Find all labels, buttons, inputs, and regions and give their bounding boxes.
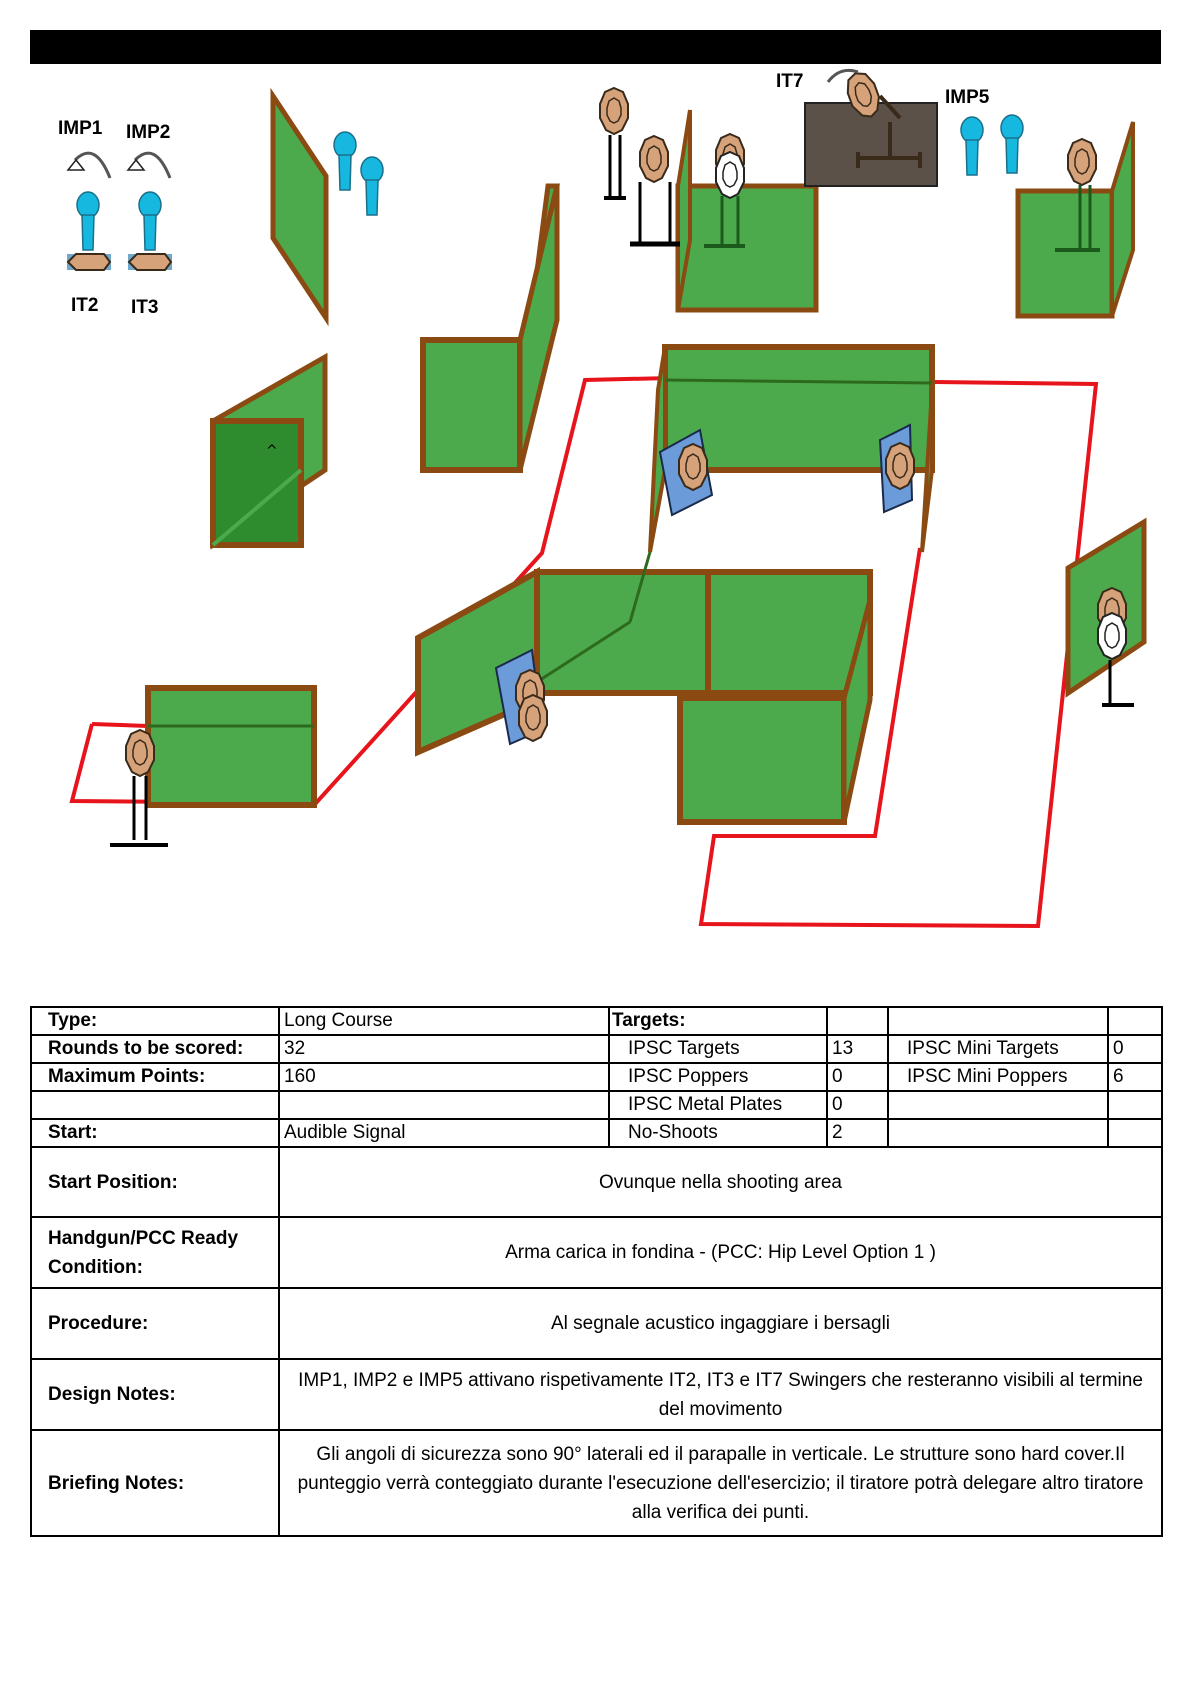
type-value: Long Course xyxy=(279,1007,609,1035)
targets-label: Targets: xyxy=(609,1007,827,1035)
ipsc-poppers-label: IPSC Poppers xyxy=(609,1063,827,1091)
mini-targets-value: 0 xyxy=(1108,1035,1162,1063)
design-notes-value: IMP1, IMP2 e IMP5 attivano rispetivamente IT2, IT3 e IT7 Swingers che resteranno visibili al termine del movimento xyxy=(279,1359,1162,1430)
label-imp5: IMP5 xyxy=(945,87,990,108)
label-it2: IT2 xyxy=(71,295,99,316)
mini-targets-label: IPSC Mini Targets xyxy=(888,1035,1108,1063)
rounds-label: Rounds to be scored: xyxy=(31,1035,279,1063)
no-shoots-value: 2 xyxy=(827,1119,888,1147)
ipsc-targets-value: 13 xyxy=(827,1035,888,1063)
no-shoots-label: No-Shoots xyxy=(609,1119,827,1147)
mini-poppers-label: IPSC Mini Poppers xyxy=(888,1063,1108,1091)
points-label: Maximum Points: xyxy=(31,1063,279,1091)
briefing-notes-label: Briefing Notes: xyxy=(31,1430,279,1536)
ipsc-targets-label: IPSC Targets xyxy=(609,1035,827,1063)
label-it3: IT3 xyxy=(131,297,159,318)
procedure-value: Al segnale acustico ingaggiare i bersagli xyxy=(279,1288,1162,1359)
label-imp2: IMP2 xyxy=(126,122,171,143)
start-label: Start: xyxy=(31,1119,279,1147)
rounds-value: 32 xyxy=(279,1035,609,1063)
ready-condition-label: Handgun/PCC Ready Condition: xyxy=(31,1217,279,1288)
type-label: Type: xyxy=(31,1007,279,1035)
metal-plates-value: 0 xyxy=(827,1091,888,1119)
start-position-value: Ovunque nella shooting area xyxy=(279,1147,1162,1217)
start-value: Audible Signal xyxy=(279,1119,609,1147)
svg-text:^: ^ xyxy=(266,443,278,459)
ready-condition-value: Arma carica in fondina - (PCC: Hip Level Option 1 ) xyxy=(279,1217,1162,1288)
label-it7: IT7 xyxy=(776,71,804,92)
procedure-label: Procedure: xyxy=(31,1288,279,1359)
stage-info-table xyxy=(30,1006,1163,1537)
mini-poppers-value: 6 xyxy=(1108,1063,1162,1091)
briefing-notes-value: Gli angoli di sicurezza sono 90° laterali ed il parapalle in verticale. Le strutture sono hard cover.Il punteggio verrà conteggiato durante l'esecuzione dell'esercizio; il tiratore potrà delegare altro tiratore alla verifica dei punti. xyxy=(279,1430,1162,1536)
points-value: 160 xyxy=(279,1063,609,1091)
ipsc-poppers-value: 0 xyxy=(827,1063,888,1091)
design-notes-label: Design Notes: xyxy=(31,1359,279,1430)
walls xyxy=(148,96,1144,822)
metal-plates-label: IPSC Metal Plates xyxy=(609,1091,827,1119)
start-position-label: Start Position: xyxy=(31,1147,279,1217)
label-imp1: IMP1 xyxy=(58,118,103,139)
